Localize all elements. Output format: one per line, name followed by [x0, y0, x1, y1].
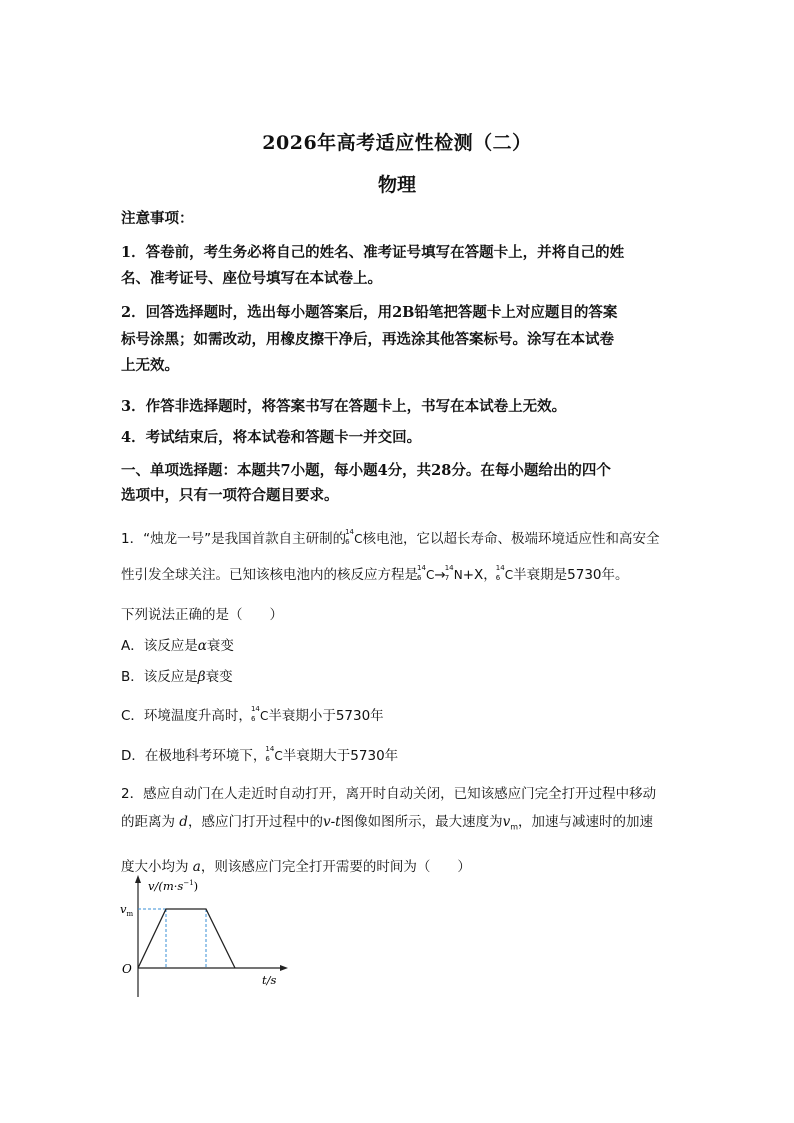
q1-line-2: 性引发全球关注。已知该核电池内的核反应方程是 14 6 C→ 14 7 N+X， 14 6 C半衰期是5730年。	[121, 564, 629, 583]
subject-title: 物理	[377, 174, 416, 196]
notice-item-3: 3．作答非选择题时，将答案书写在答题卡上，书写在本试卷上无效。	[121, 398, 567, 415]
q1-option-d: D．在极地科考环境下， 14 6 C半衰期大于5730年	[121, 745, 399, 764]
notice-item-2-line-2: 标号涂黑；如需改动，用橡皮擦干净后，再选涂其他答案标号。涂写在本试卷	[121, 331, 614, 348]
exam-title: 2026年高考适应性检测（二）	[262, 132, 532, 154]
q1-line-1: 1．“烛龙一号”是我国首款自主研制的 14 6 C核电池，它以超长寿命、极端环境适应性和高安全	[121, 528, 660, 547]
y-axis-arrow	[135, 875, 141, 883]
notice-item-2-line-3: 上无效。	[121, 357, 179, 374]
isotope-c14: 14 6 C	[495, 564, 514, 582]
notice-item-2-line-1: 2．回答选择题时，选出每小题答案后，用2B铅笔把答题卡上对应题目的答案	[121, 304, 618, 321]
x-axis-label: t/s	[262, 973, 277, 987]
q2-line-1: 2．感应自动门在人走近时自动打开，离开时自动关闭，已知该感应门完全打开过程中移动	[121, 786, 657, 802]
section-1-heading-line-1: 一、单项选择题：本题共7小题，每小题4分，共28分。在每小题给出的四个	[121, 462, 611, 479]
isotope-c14: 14 6 C	[345, 528, 363, 546]
vm-label: $v_m$	[120, 902, 134, 918]
isotope-c14: 14 6 C	[417, 564, 435, 582]
q2-line-3: 度大小均为 a，则该感应门完全打开需要的时间为（ ）	[121, 859, 471, 875]
isotope-c14: 14 6 C	[250, 705, 269, 723]
isotope-c14: 14 6 C	[265, 745, 283, 763]
x-axis-arrow	[280, 965, 288, 971]
y-axis-label: $v/(m\cdot s^{-1})$	[148, 879, 199, 893]
q1-text: 1．“烛龙一号”是我国首款自主研制的	[121, 531, 347, 547]
vt-graph-figure	[110, 872, 310, 1002]
notice-heading: 注意事项：	[121, 210, 194, 227]
q1-stem: 下列说法正确的是（ ）	[121, 607, 283, 623]
notice-item-1-line-2: 名、准考证号、座位号填写在本试卷上。	[121, 270, 382, 287]
notice-item-1-line-1: 1．答卷前，考生务必将自己的姓名、准考证号填写在答题卡上，并将自己的姓	[121, 244, 625, 261]
q1-option-a: A．该反应是α衰变	[121, 638, 234, 654]
q2-line-2: 的距离为 d，感应门打开过程中的v-t图像如图所示，最大速度为$v_m$，加速与减速时的加速	[121, 814, 654, 832]
q1-option-c: C．环境温度升高时， 14 6 C半衰期小于5730年	[121, 705, 384, 724]
q1-option-b: B．该反应是β衰变	[121, 669, 233, 685]
origin-label: O	[122, 962, 132, 976]
isotope-n14: 14 7 N	[444, 564, 463, 582]
section-1-heading-line-2: 选项中，只有一项符合题目要求。	[121, 487, 339, 504]
notice-item-4: 4．考试结束后，将本试卷和答题卡一并交回。	[121, 429, 422, 446]
velocity-trapezoid	[138, 909, 235, 968]
